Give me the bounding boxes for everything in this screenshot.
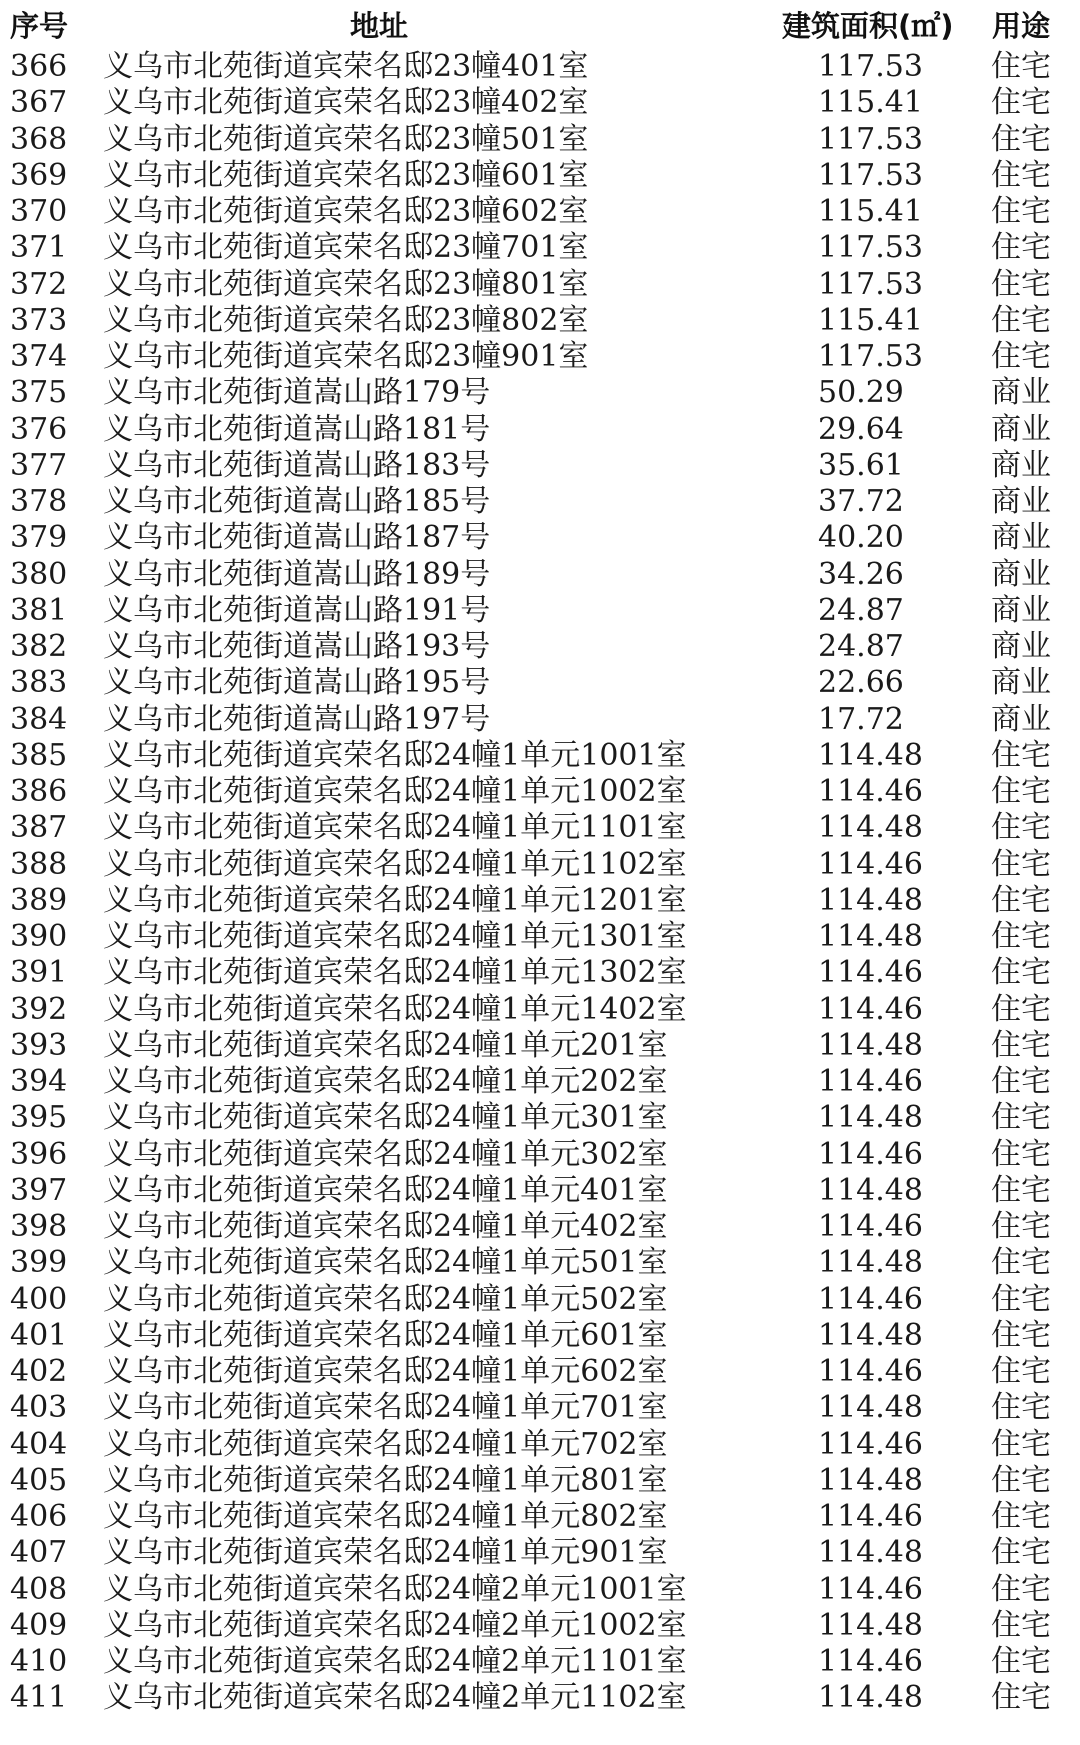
- table-row: [0, 339, 1080, 375]
- cell-usage: 住宅: [991, 1100, 1051, 1136]
- cell-address: 义乌市北苑街道宾荣名邸24幢1单元1402室: [103, 991, 687, 1027]
- cell-serial-number: 384: [10, 701, 68, 737]
- cell-address: 义乌市北苑街道宾荣名邸24幢1单元201室: [103, 1027, 668, 1063]
- cell-floor-area: 117.53: [818, 157, 923, 193]
- cell-address: 义乌市北苑街道嵩山路183号: [103, 447, 491, 483]
- cell-floor-area: 114.46: [818, 846, 923, 882]
- cell-address: 义乌市北苑街道宾荣名邸24幢2单元1002室: [103, 1607, 687, 1643]
- header-serial-number: 序号: [10, 9, 69, 43]
- cell-serial-number: 394: [10, 1064, 68, 1099]
- cell-address: 义乌市北苑街道宾荣名邸23幢601室: [103, 157, 589, 193]
- table-row: [0, 1100, 1080, 1136]
- table-row: [0, 919, 1080, 955]
- cell-floor-area: 17.72: [818, 701, 904, 737]
- cell-address: 义乌市北苑街道嵩山路191号: [103, 592, 491, 628]
- cell-address: 义乌市北苑街道嵩山路197号: [103, 701, 491, 737]
- cell-usage: 商业: [991, 592, 1051, 628]
- table-row: [0, 810, 1080, 846]
- table-row: [0, 484, 1080, 520]
- cell-usage: 住宅: [991, 1390, 1051, 1426]
- cell-serial-number: 393: [10, 1027, 68, 1063]
- table-row: [0, 1535, 1080, 1571]
- table-row: [0, 230, 1080, 266]
- cell-usage: 商业: [991, 520, 1051, 556]
- cell-address: 义乌市北苑街道嵩山路185号: [103, 484, 491, 519]
- table-row: [0, 158, 1080, 194]
- cell-serial-number: 391: [10, 955, 68, 991]
- table-row: [0, 85, 1080, 121]
- table-row: [0, 1499, 1080, 1535]
- cell-floor-area: 114.46: [818, 1571, 923, 1607]
- cell-address: 义乌市北苑街道嵩山路195号: [103, 665, 491, 701]
- cell-floor-area: 117.53: [818, 266, 923, 302]
- table-row: [0, 1173, 1080, 1209]
- cell-floor-area: 114.46: [818, 1136, 923, 1172]
- table-row: [0, 1463, 1080, 1499]
- cell-address: 义乌市北苑街道嵩山路179号: [103, 375, 491, 411]
- cell-floor-area: 114.48: [818, 1680, 923, 1716]
- cell-serial-number: 366: [10, 49, 68, 84]
- cell-usage: 住宅: [991, 846, 1051, 882]
- cell-floor-area: 22.66: [818, 665, 904, 701]
- cell-address: 义乌市北苑街道宾荣名邸24幢2单元1001室: [103, 1571, 687, 1607]
- cell-address: 义乌市北苑街道宾荣名邸23幢901室: [103, 339, 589, 374]
- cell-address: 义乌市北苑街道宾荣名邸24幢1单元601室: [103, 1317, 668, 1353]
- cell-usage: 住宅: [991, 121, 1051, 157]
- cell-serial-number: 389: [10, 882, 68, 918]
- cell-serial-number: 401: [10, 1317, 68, 1353]
- cell-floor-area: 24.87: [818, 629, 904, 664]
- cell-address: 义乌市北苑街道宾荣名邸24幢1单元1302室: [103, 955, 687, 991]
- table-row: [0, 1137, 1080, 1173]
- table-row: [0, 955, 1080, 991]
- cell-floor-area: 117.53: [818, 339, 923, 374]
- cell-floor-area: 35.61: [818, 447, 904, 483]
- cell-serial-number: 368: [10, 121, 68, 157]
- cell-usage: 住宅: [991, 230, 1051, 266]
- cell-address: 义乌市北苑街道宾荣名邸24幢1单元501室: [103, 1245, 668, 1281]
- cell-floor-area: 114.48: [818, 882, 923, 918]
- cell-floor-area: 114.48: [818, 1245, 923, 1281]
- cell-address: 义乌市北苑街道宾荣名邸24幢1单元1002室: [103, 774, 687, 809]
- cell-usage: 住宅: [991, 1462, 1051, 1498]
- cell-floor-area: 114.46: [818, 1281, 923, 1317]
- table-row: [0, 1028, 1080, 1064]
- cell-floor-area: 115.41: [818, 85, 923, 121]
- cell-usage: 住宅: [991, 1136, 1051, 1172]
- cell-floor-area: 115.41: [818, 302, 923, 338]
- cell-usage: 住宅: [991, 1607, 1051, 1643]
- cell-address: 义乌市北苑街道嵩山路181号: [103, 411, 491, 447]
- table-row: [0, 303, 1080, 339]
- cell-usage: 住宅: [991, 49, 1051, 84]
- cell-serial-number: 375: [10, 375, 68, 411]
- cell-usage: 住宅: [991, 1317, 1051, 1353]
- header-usage: 用途: [992, 9, 1051, 43]
- table-row: [0, 665, 1080, 701]
- table-row: [0, 1064, 1080, 1100]
- cell-serial-number: 407: [10, 1535, 68, 1571]
- cell-floor-area: 115.41: [818, 194, 923, 229]
- cell-floor-area: 117.53: [818, 121, 923, 157]
- cell-serial-number: 395: [10, 1100, 68, 1136]
- cell-serial-number: 411: [10, 1680, 68, 1716]
- cell-address: 义乌市北苑街道嵩山路187号: [103, 520, 491, 556]
- cell-serial-number: 372: [10, 266, 68, 302]
- cell-serial-number: 402: [10, 1354, 68, 1389]
- cell-address: 义乌市北苑街道宾荣名邸23幢801室: [103, 266, 589, 302]
- cell-serial-number: 397: [10, 1172, 68, 1208]
- cell-address: 义乌市北苑街道宾荣名邸24幢1单元1201室: [103, 882, 687, 918]
- cell-address: 义乌市北苑街道宾荣名邸24幢1单元502室: [103, 1281, 668, 1317]
- table-row: [0, 1390, 1080, 1426]
- cell-address: 义乌市北苑街道宾荣名邸24幢2单元1102室: [103, 1680, 687, 1716]
- cell-address: 义乌市北苑街道宾荣名邸24幢1单元401室: [103, 1172, 668, 1208]
- cell-address: 义乌市北苑街道宾荣名邸24幢1单元301室: [103, 1100, 668, 1136]
- table-row: [0, 774, 1080, 810]
- cell-usage: 住宅: [991, 1027, 1051, 1063]
- cell-serial-number: 371: [10, 230, 68, 266]
- cell-floor-area: 50.29: [818, 375, 904, 411]
- cell-serial-number: 374: [10, 339, 68, 374]
- cell-floor-area: 40.20: [818, 520, 904, 556]
- cell-floor-area: 114.48: [818, 1172, 923, 1208]
- cell-usage: 商业: [991, 629, 1051, 664]
- cell-address: 义乌市北苑街道宾荣名邸23幢401室: [103, 49, 589, 84]
- cell-usage: 住宅: [991, 737, 1051, 773]
- cell-serial-number: 399: [10, 1245, 68, 1281]
- cell-floor-area: 114.46: [818, 774, 923, 809]
- cell-address: 义乌市北苑街道宾荣名邸23幢602室: [103, 194, 589, 229]
- cell-serial-number: 398: [10, 1209, 68, 1244]
- cell-address: 义乌市北苑街道宾荣名邸24幢2单元1101室: [103, 1644, 687, 1679]
- table-row: [0, 448, 1080, 484]
- cell-floor-area: 117.53: [818, 230, 923, 266]
- cell-serial-number: 367: [10, 85, 68, 121]
- cell-serial-number: 406: [10, 1499, 68, 1534]
- table-row: [0, 1680, 1080, 1716]
- cell-floor-area: 114.46: [818, 1209, 923, 1244]
- cell-usage: 住宅: [991, 157, 1051, 193]
- cell-address: 义乌市北苑街道宾荣名邸24幢1单元1102室: [103, 846, 687, 882]
- cell-floor-area: 114.48: [818, 1607, 923, 1643]
- table-row: [0, 1427, 1080, 1463]
- cell-usage: 住宅: [991, 266, 1051, 302]
- cell-serial-number: 386: [10, 774, 68, 809]
- cell-usage: 住宅: [991, 1281, 1051, 1317]
- cell-address: 义乌市北苑街道宾荣名邸24幢1单元1001室: [103, 737, 687, 773]
- cell-usage: 住宅: [991, 1499, 1051, 1534]
- table-row: [0, 1572, 1080, 1608]
- cell-usage: 商业: [991, 484, 1051, 519]
- cell-address: 义乌市北苑街道宾荣名邸23幢501室: [103, 121, 589, 157]
- table-row: [0, 412, 1080, 448]
- cell-usage: 住宅: [991, 774, 1051, 809]
- table-row: [0, 883, 1080, 919]
- cell-address: 义乌市北苑街道嵩山路193号: [103, 629, 491, 664]
- cell-usage: 商业: [991, 556, 1051, 592]
- cell-usage: 住宅: [991, 810, 1051, 846]
- table-row: [0, 375, 1080, 411]
- table-row: [0, 992, 1080, 1028]
- cell-address: 义乌市北苑街道嵩山路189号: [103, 556, 491, 592]
- cell-serial-number: 373: [10, 302, 68, 338]
- header-floor-area: 建筑面积(㎡): [782, 9, 954, 43]
- cell-address: 义乌市北苑街道宾荣名邸24幢1单元1101室: [103, 810, 687, 846]
- cell-address: 义乌市北苑街道宾荣名邸24幢1单元802室: [103, 1499, 668, 1534]
- cell-serial-number: 378: [10, 484, 68, 519]
- cell-serial-number: 385: [10, 737, 68, 773]
- cell-usage: 商业: [991, 447, 1051, 483]
- cell-floor-area: 114.48: [818, 737, 923, 773]
- cell-usage: 住宅: [991, 955, 1051, 991]
- cell-serial-number: 380: [10, 556, 68, 592]
- cell-usage: 住宅: [991, 1245, 1051, 1281]
- table-row: [0, 629, 1080, 665]
- table-row: [0, 49, 1080, 85]
- cell-serial-number: 409: [10, 1607, 68, 1643]
- cell-address: 义乌市北苑街道宾荣名邸23幢802室: [103, 302, 589, 338]
- cell-floor-area: 114.46: [818, 955, 923, 991]
- cell-serial-number: 379: [10, 520, 68, 556]
- table-row: [0, 557, 1080, 593]
- cell-usage: 住宅: [991, 919, 1051, 954]
- cell-floor-area: 114.48: [818, 919, 923, 954]
- cell-floor-area: 114.46: [818, 1064, 923, 1099]
- cell-floor-area: 114.48: [818, 810, 923, 846]
- cell-floor-area: 24.87: [818, 592, 904, 628]
- cell-usage: 商业: [991, 665, 1051, 701]
- header-address: 地址: [350, 9, 409, 43]
- cell-serial-number: 403: [10, 1390, 68, 1426]
- table-row: [0, 1209, 1080, 1245]
- table-row: [0, 267, 1080, 303]
- table-row: [0, 1318, 1080, 1354]
- cell-serial-number: 408: [10, 1571, 68, 1607]
- cell-floor-area: 114.46: [818, 1644, 923, 1679]
- cell-serial-number: 381: [10, 592, 68, 628]
- cell-usage: 住宅: [991, 991, 1051, 1027]
- table-row: [0, 1245, 1080, 1281]
- cell-serial-number: 405: [10, 1462, 68, 1498]
- cell-usage: 住宅: [991, 1172, 1051, 1208]
- cell-address: 义乌市北苑街道宾荣名邸24幢1单元402室: [103, 1209, 668, 1244]
- cell-serial-number: 388: [10, 846, 68, 882]
- cell-floor-area: 114.48: [818, 1535, 923, 1571]
- cell-serial-number: 400: [10, 1281, 68, 1317]
- cell-floor-area: 114.46: [818, 1354, 923, 1389]
- cell-floor-area: 37.72: [818, 484, 904, 519]
- cell-serial-number: 387: [10, 810, 68, 846]
- cell-floor-area: 34.26: [818, 556, 904, 592]
- cell-usage: 住宅: [991, 1064, 1051, 1099]
- cell-usage: 商业: [991, 701, 1051, 737]
- cell-floor-area: 114.48: [818, 1317, 923, 1353]
- cell-address: 义乌市北苑街道宾荣名邸24幢1单元1301室: [103, 919, 687, 954]
- table-header: [0, 0, 1080, 56]
- cell-address: 义乌市北苑街道宾荣名邸24幢1单元202室: [103, 1064, 668, 1099]
- table-row: [0, 593, 1080, 629]
- cell-usage: 住宅: [991, 1680, 1051, 1716]
- cell-address: 义乌市北苑街道宾荣名邸24幢1单元901室: [103, 1535, 668, 1571]
- cell-address: 义乌市北苑街道宾荣名邸24幢1单元602室: [103, 1354, 668, 1389]
- cell-floor-area: 114.48: [818, 1027, 923, 1063]
- cell-address: 义乌市北苑街道宾荣名邸23幢701室: [103, 230, 589, 266]
- cell-serial-number: 390: [10, 919, 68, 954]
- cell-usage: 住宅: [991, 1571, 1051, 1607]
- table-row: [0, 738, 1080, 774]
- cell-usage: 住宅: [991, 339, 1051, 374]
- cell-floor-area: 114.48: [818, 1100, 923, 1136]
- cell-usage: 住宅: [991, 1426, 1051, 1462]
- cell-serial-number: 377: [10, 447, 68, 483]
- cell-usage: 住宅: [991, 1354, 1051, 1389]
- cell-address: 义乌市北苑街道宾荣名邸23幢402室: [103, 85, 589, 121]
- table-row: [0, 847, 1080, 883]
- cell-floor-area: 114.46: [818, 991, 923, 1027]
- table-body: [0, 49, 1080, 1717]
- table-row: [0, 702, 1080, 738]
- cell-floor-area: 114.48: [818, 1390, 923, 1426]
- cell-floor-area: 114.46: [818, 1426, 923, 1462]
- cell-usage: 住宅: [991, 882, 1051, 918]
- cell-usage: 住宅: [991, 194, 1051, 229]
- cell-serial-number: 404: [10, 1426, 68, 1462]
- table-row: [0, 194, 1080, 230]
- cell-address: 义乌市北苑街道宾荣名邸24幢1单元701室: [103, 1390, 668, 1426]
- cell-serial-number: 410: [10, 1644, 68, 1679]
- cell-serial-number: 383: [10, 665, 68, 701]
- cell-serial-number: 376: [10, 411, 68, 447]
- cell-usage: 商业: [991, 411, 1051, 447]
- table-row: [0, 1282, 1080, 1318]
- cell-address: 义乌市北苑街道宾荣名邸24幢1单元702室: [103, 1426, 668, 1462]
- table-row: [0, 1608, 1080, 1644]
- table-row: [0, 1644, 1080, 1680]
- cell-serial-number: 396: [10, 1136, 68, 1172]
- cell-floor-area: 117.53: [818, 49, 923, 84]
- cell-address: 义乌市北苑街道宾荣名邸24幢1单元302室: [103, 1136, 668, 1172]
- cell-floor-area: 114.46: [818, 1499, 923, 1534]
- table-row: [0, 520, 1080, 556]
- table-row: [0, 1354, 1080, 1390]
- cell-usage: 住宅: [991, 85, 1051, 121]
- table-row: [0, 122, 1080, 158]
- cell-usage: 住宅: [991, 1644, 1051, 1679]
- cell-address: 义乌市北苑街道宾荣名邸24幢1单元801室: [103, 1462, 668, 1498]
- cell-floor-area: 29.64: [818, 411, 904, 447]
- cell-floor-area: 114.48: [818, 1462, 923, 1498]
- cell-serial-number: 382: [10, 629, 68, 664]
- cell-usage: 住宅: [991, 1535, 1051, 1571]
- cell-serial-number: 392: [10, 991, 68, 1027]
- cell-usage: 住宅: [991, 1209, 1051, 1244]
- cell-usage: 商业: [991, 375, 1051, 411]
- cell-usage: 住宅: [991, 302, 1051, 338]
- cell-serial-number: 369: [10, 157, 68, 193]
- cell-serial-number: 370: [10, 194, 68, 229]
